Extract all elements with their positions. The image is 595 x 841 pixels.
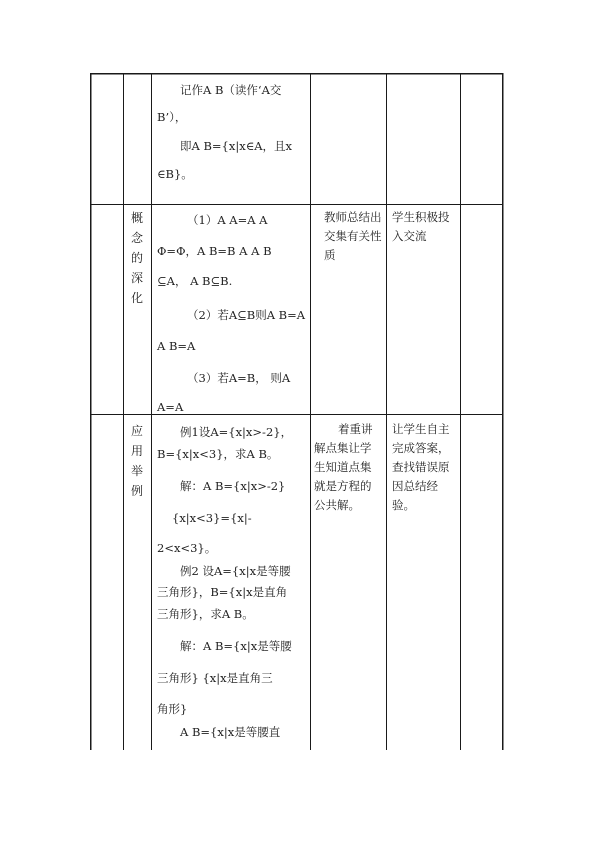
content-line: 角形}: [157, 702, 188, 716]
content-line: B’），: [157, 110, 187, 124]
content-line: （3）若A=B， 则A: [187, 371, 291, 385]
student-activity: 学生积极投入交流: [392, 210, 450, 243]
teacher-activity: 着重讲解点集让学生知道点集就是方程的公共解。: [314, 422, 373, 512]
content-line: ⊆A， A B⊆B.: [157, 274, 233, 288]
content-line: 解：A B={x|x是等腰: [180, 639, 292, 653]
content-line: 解：A B={x|x>-2}: [180, 479, 286, 493]
content-line: （1）A A=A A: [187, 213, 268, 227]
content-line: 例2 设A={x|x是等腰: [180, 564, 291, 578]
student-activity: 让学生自主完成答案，查找错误原因总结经验。: [392, 422, 450, 512]
content-line: A B=A: [157, 339, 196, 353]
content-line: 三角形}，求A B。: [157, 607, 254, 621]
content-line: 记作A B（读作‘A交: [180, 83, 282, 97]
content-line: 即A B={x|x∈A，且x: [180, 139, 293, 153]
content-line: A=A: [157, 400, 184, 414]
content-line: 三角形}，B={x|x是直角: [157, 585, 288, 599]
content-line: {x|x<3}={x|-: [172, 511, 252, 525]
content-line: 2<x<3}。: [157, 541, 217, 555]
content-line: 例1设A={x|x>-2}，: [180, 425, 293, 439]
content-line: ∈B}。: [157, 167, 193, 181]
row-label: 概念的深化: [130, 211, 143, 305]
teacher-activity: 教师总结出交集有关性质: [324, 210, 382, 262]
content-line: B={x|x<3}，求A B。: [157, 447, 279, 461]
content-line: （2）若A⊆B则A B=A: [187, 308, 306, 322]
content-line: Φ=Φ，A B=B A A B: [157, 244, 272, 258]
content-line: 三角形} {x|x是直角三: [157, 671, 273, 685]
row-label: 应用举例: [130, 424, 143, 498]
content-line: A B={x|x是等腰直: [180, 725, 281, 739]
